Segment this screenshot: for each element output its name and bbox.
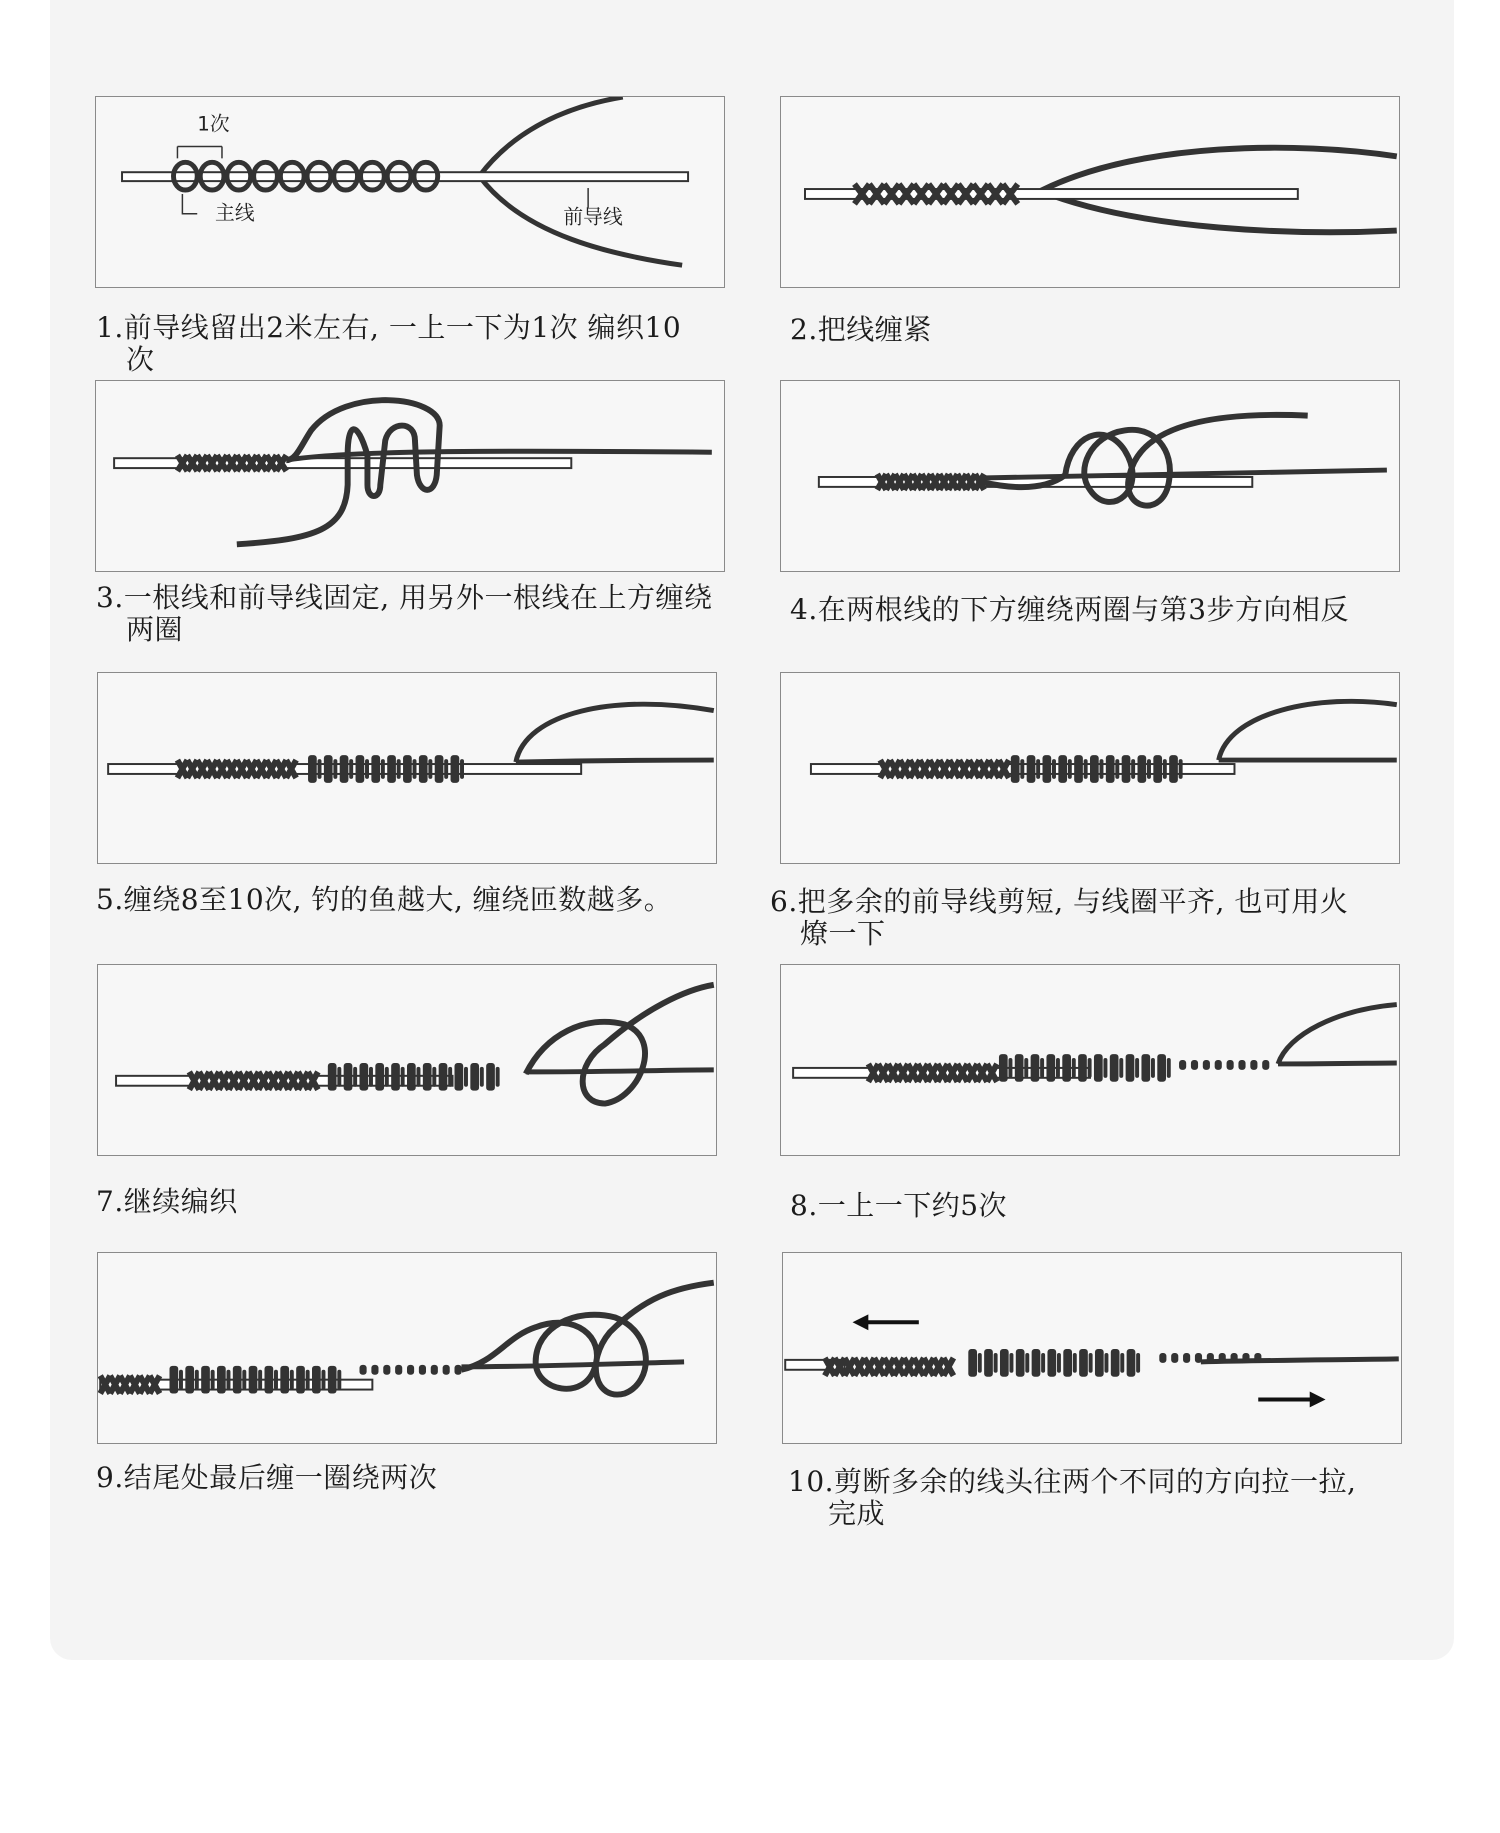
step-9-caption: 9.结尾处最后缠一圈绕两次 [96, 1461, 438, 1494]
half-hitch [1254, 1353, 1261, 1363]
step-2-caption: 2.把线缠紧 [790, 313, 932, 346]
step-3-caption-line2: 两圈 [126, 613, 184, 646]
half-hitch [1171, 1353, 1178, 1363]
wrap-turn [1138, 755, 1147, 783]
wrap-turn [1058, 755, 1067, 783]
wrap-turn [1074, 755, 1083, 783]
wrap-turn [455, 1063, 464, 1091]
wrap-turn [340, 755, 349, 783]
wrap-turn [1015, 1054, 1024, 1082]
step-1-caption [96, 312, 736, 376]
step-3-illustration [95, 380, 725, 572]
wrap-turn [1090, 755, 1099, 783]
step-10-illustration [782, 1252, 1402, 1444]
step-10-caption-line2: 完成 [828, 1497, 886, 1530]
wrap-turn [451, 755, 460, 783]
wrap-turn [265, 1366, 274, 1394]
wrap-turn [356, 755, 365, 783]
label-once: 1次 [197, 112, 230, 136]
wrap-turn [1079, 1349, 1088, 1377]
step-4-caption: 4.在两根线的下方缠绕两圈与第3步方向相反 [790, 593, 1350, 626]
wrap-turn [1000, 1349, 1009, 1377]
braid-cross [975, 474, 984, 490]
step-3-caption-line1: 3.一根线和前导线固定, 用另外一根线在上方缠绕 [96, 581, 713, 614]
step-9-illustration [97, 1252, 717, 1444]
wrap-turn [1157, 1054, 1166, 1082]
wrap-turn [1032, 1349, 1041, 1377]
wrap-turn [435, 755, 444, 783]
half-hitch [1203, 1060, 1210, 1070]
wrap-turn [1016, 1349, 1025, 1377]
step-6-caption [770, 886, 1410, 950]
label-leader-line: 前导线 [563, 205, 623, 229]
wrap-turn [391, 1063, 400, 1091]
half-hitch [443, 1365, 450, 1375]
half-hitch [371, 1365, 378, 1375]
step-3-caption [96, 582, 736, 646]
half-hitch [1242, 1353, 1249, 1363]
half-hitch [1219, 1353, 1226, 1363]
wrap-turn [1169, 755, 1178, 783]
step-5-caption: 5.缠绕8至10次, 钓的鱼越大, 缠绕匝数越多。 [96, 883, 673, 916]
wrap-turn [1094, 1054, 1103, 1082]
half-hitch [419, 1365, 426, 1375]
half-hitch [1195, 1353, 1202, 1363]
braid-cross [944, 1358, 954, 1376]
step-6-caption-line2: 燎一下 [800, 917, 886, 950]
step-2-illustration [780, 96, 1400, 288]
wrap-turn [324, 755, 333, 783]
wrap-turn [387, 755, 396, 783]
step-6-illustration [780, 672, 1400, 864]
half-hitch [383, 1365, 390, 1375]
half-hitch [1250, 1060, 1257, 1070]
wrap-turn [249, 1366, 258, 1394]
wrap-turn [1047, 1349, 1056, 1377]
wrap-turn [1122, 755, 1131, 783]
wrap-turn [439, 1063, 448, 1091]
wrap-turn [233, 1366, 242, 1394]
label-main-line: 主线 [215, 201, 255, 225]
step-8-caption: 8.一上一下约5次 [790, 1189, 1008, 1222]
wrap-turn [1011, 755, 1020, 783]
wrap-turn [1141, 1054, 1150, 1082]
wrap-turn [328, 1063, 337, 1091]
half-hitch [395, 1365, 402, 1375]
wrap-turn [312, 1366, 321, 1394]
step-10-caption-line1: 10.剪断多余的线头往两个不同的方向拉一拉, [788, 1465, 1357, 1498]
step-7-illustration [97, 964, 717, 1156]
wrap-turn [984, 1349, 993, 1377]
wrap-turn [423, 1063, 432, 1091]
half-hitch [455, 1365, 462, 1375]
wrap-turn [344, 1063, 353, 1091]
half-hitch [1183, 1353, 1190, 1363]
wrap-turn [1043, 755, 1052, 783]
wrap-turn [375, 1063, 384, 1091]
wrap-turn [217, 1366, 226, 1394]
wrap-turn [308, 755, 317, 783]
wrap-turn [1062, 1054, 1071, 1082]
wrap-turn [1046, 1054, 1055, 1082]
half-hitch [1227, 1060, 1234, 1070]
wrap-turn [470, 1063, 479, 1091]
wrap-turn [419, 755, 428, 783]
wrap-turn [1106, 755, 1115, 783]
step-1-caption-line1: 1.前导线留出2米左右, 一上一下为1次 编织10 [96, 311, 682, 344]
step-1-illustration [95, 96, 725, 288]
wrap-turn [296, 1366, 305, 1394]
step-5-illustration [97, 672, 717, 864]
wrap-turn [371, 755, 380, 783]
half-hitch [360, 1365, 367, 1375]
wrap-turn [201, 1366, 210, 1394]
half-hitch [1159, 1353, 1166, 1363]
wrap-turn [328, 1366, 337, 1394]
wrap-turn [170, 1366, 179, 1394]
wrap-turn [968, 1349, 977, 1377]
half-hitch [407, 1365, 414, 1375]
half-hitch [1207, 1353, 1214, 1363]
wrap-turn [1110, 1054, 1119, 1082]
step-8-illustration [780, 964, 1400, 1156]
wrap-turn [360, 1063, 369, 1091]
half-hitch [1191, 1060, 1198, 1070]
wrap-turn [1063, 1349, 1072, 1377]
arrow-left-icon [853, 1314, 919, 1330]
wrap-turn [486, 1063, 495, 1091]
step-1-caption-line2: 次 [126, 343, 155, 376]
braid-cross [276, 455, 286, 471]
wrap-turn [1078, 1054, 1087, 1082]
wrap-turn [1127, 1349, 1136, 1377]
half-hitch [1262, 1060, 1269, 1070]
step-6-caption-line1: 6.把多余的前导线剪短, 与线圈平齐, 也可用火 [770, 885, 1349, 918]
half-hitch [1179, 1060, 1186, 1070]
wrap-turn [1095, 1349, 1104, 1377]
wrap-turn [1153, 755, 1162, 783]
wrap-turn [407, 1063, 416, 1091]
wrap-turn [1027, 755, 1036, 783]
half-hitch [1238, 1060, 1245, 1070]
wrap-turn [1111, 1349, 1120, 1377]
step-4-illustration [780, 380, 1400, 572]
wrap-turn [280, 1366, 289, 1394]
step-10-caption [788, 1466, 1428, 1530]
arrow-right-icon [1258, 1392, 1325, 1408]
step-7-caption: 7.继续编织 [96, 1185, 238, 1218]
half-hitch [1215, 1060, 1222, 1070]
half-hitch [1231, 1353, 1238, 1363]
wrap-turn [1031, 1054, 1040, 1082]
wrap-turn [999, 1054, 1008, 1082]
wrap-turn [403, 755, 412, 783]
half-hitch [431, 1365, 438, 1375]
wrap-turn [185, 1366, 194, 1394]
wrap-turn [1126, 1054, 1135, 1082]
